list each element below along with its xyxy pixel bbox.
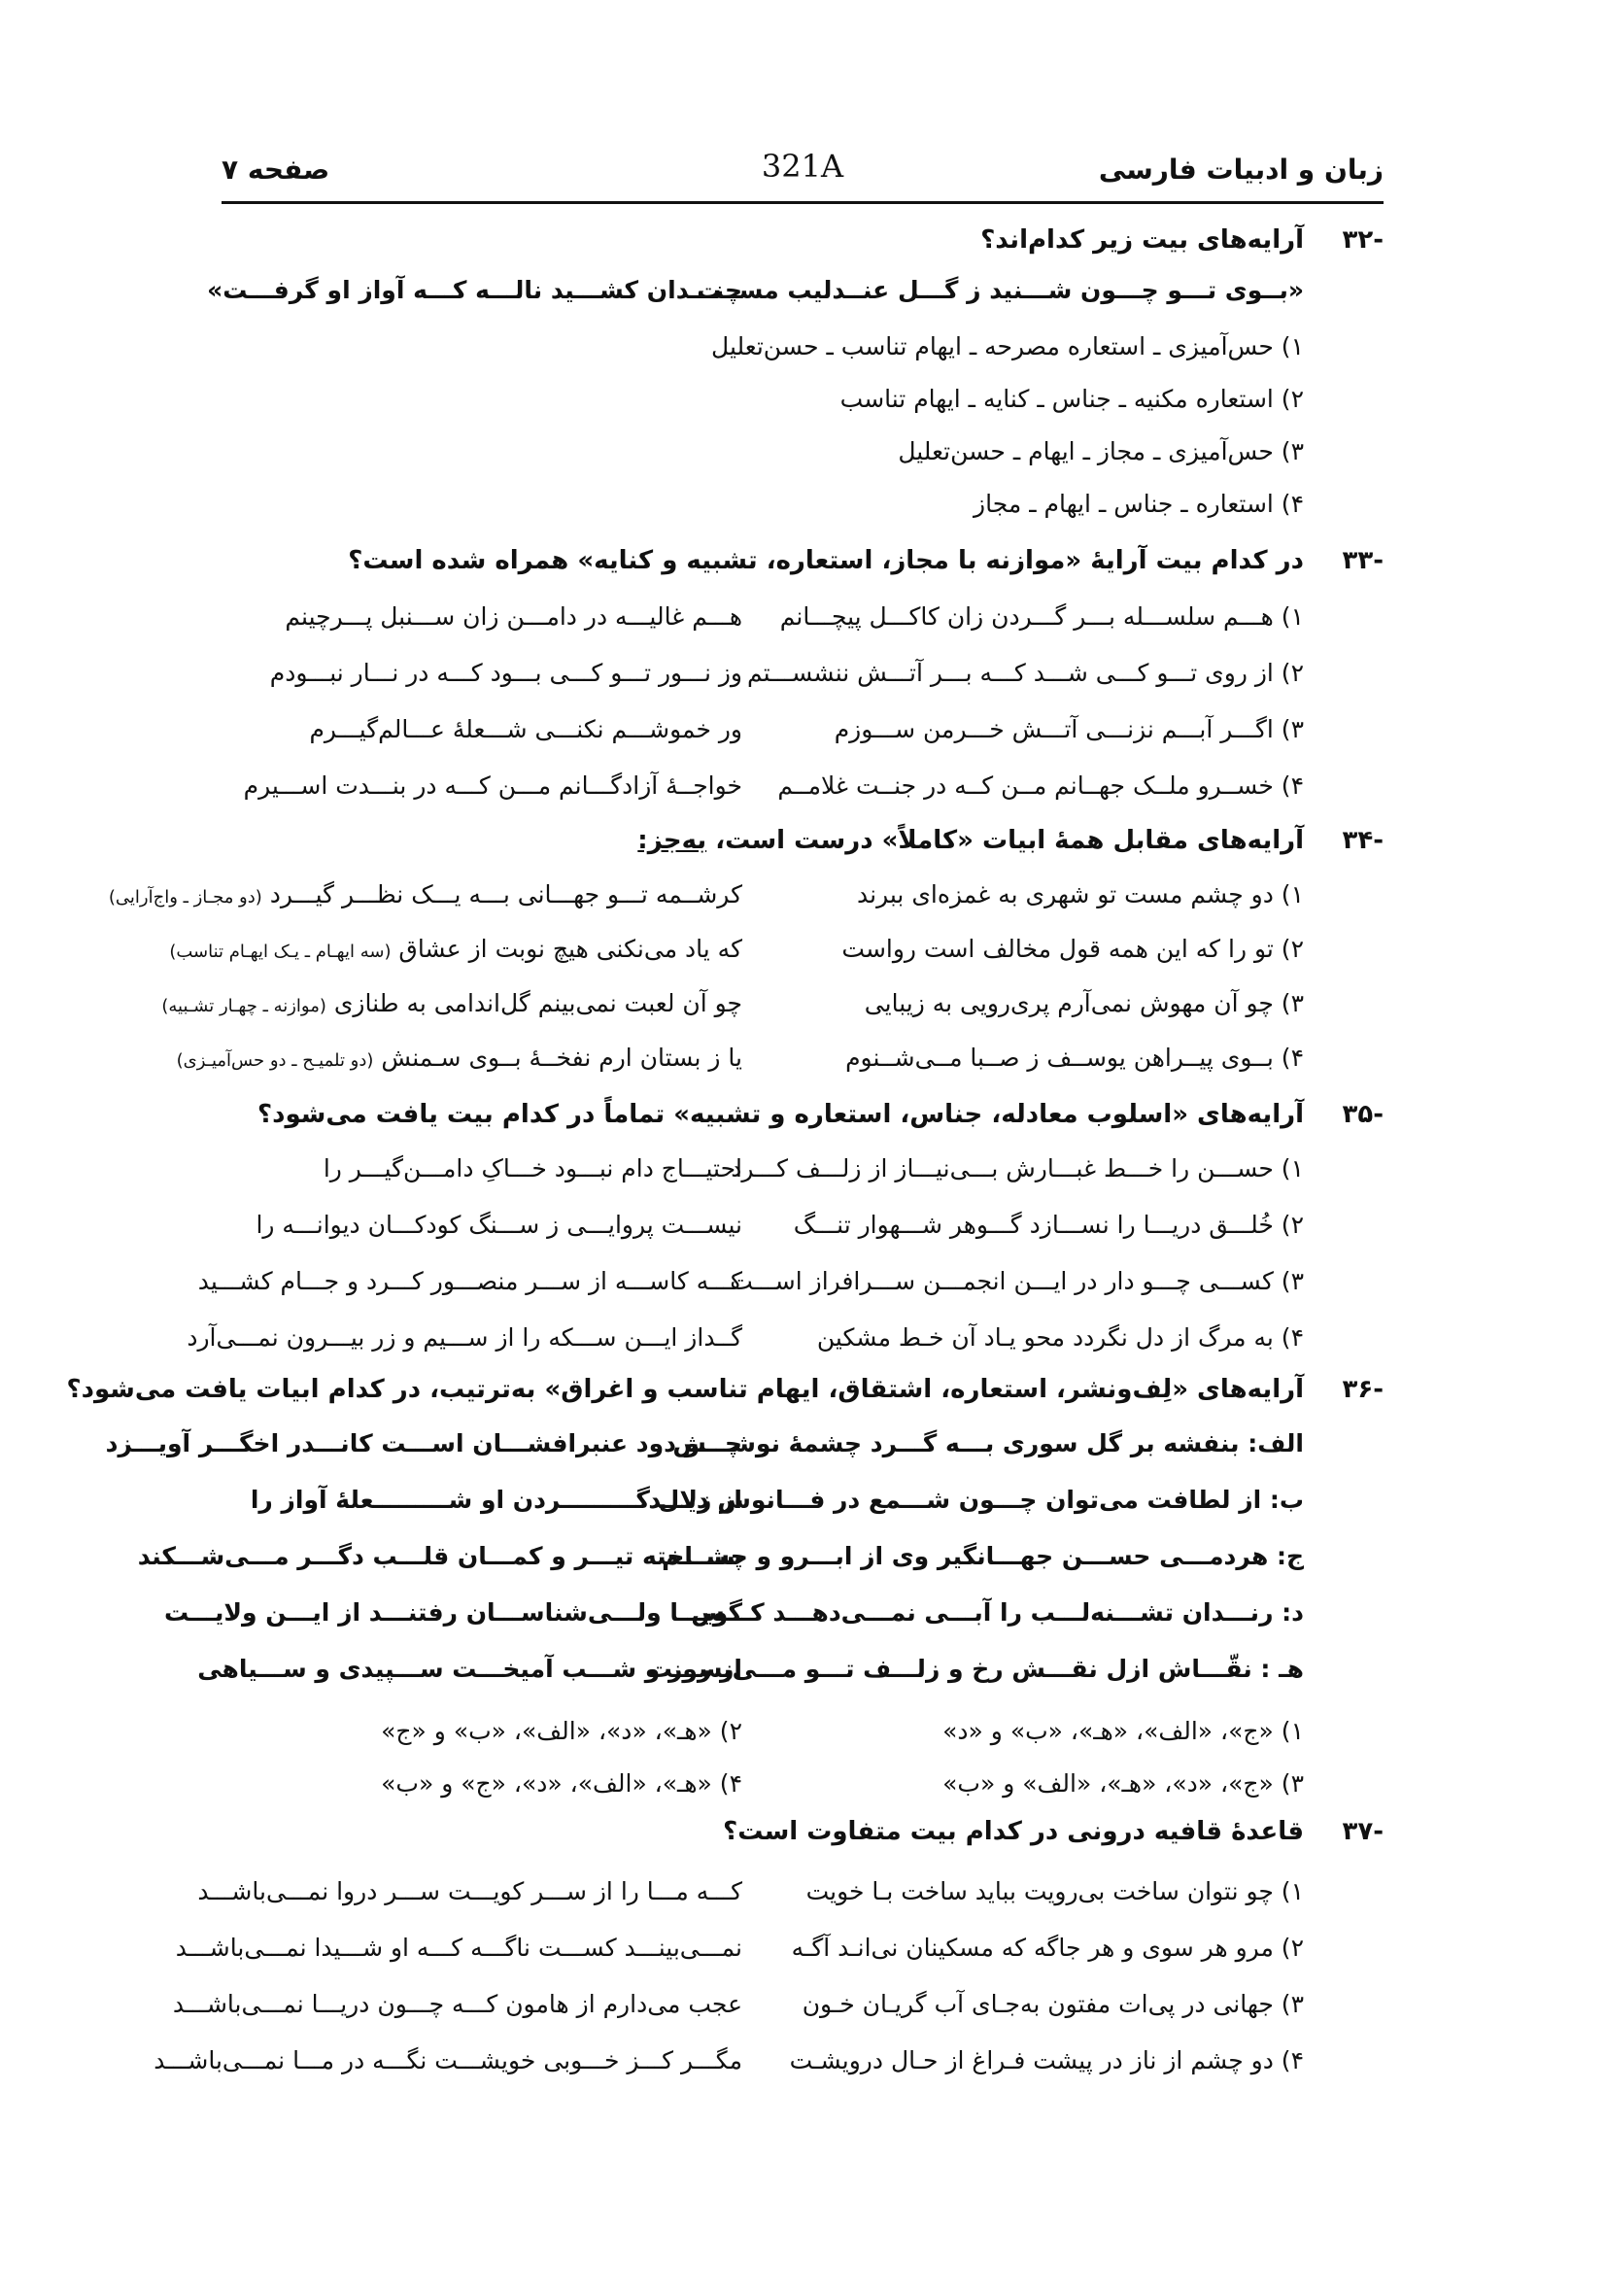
verse-be-second-hemistich: از زلال گـــــــــردن او شـــــــــعلهٔ آواز را [250, 1486, 742, 1514]
verse-hemistich-right: «بــوی تـــو چـــون شـــنید ز گـــل عنــدلیب مســت [697, 276, 1304, 304]
option-1[interactable]: ۱) هـــم سلســـله بـــر گـــردن زان کاکـــل پیچـــانم [779, 602, 1304, 631]
option-4[interactable]: ۴) خســرو ملــک جهــانم مــن کــه در جنــت غلامــم [777, 771, 1304, 800]
device-note: (موازنه ـ چهـار تشـبیه) [161, 996, 326, 1016]
option-2[interactable]: ۲) «هـ»، «د»، «الف»، «ب» و «ج» [381, 1717, 742, 1745]
option-4[interactable]: ۴) دو چشم از ناز در پیشت فـراغ از حـال درویشـت [789, 2046, 1304, 2074]
option-2-second-hemistich [169, 935, 742, 963]
question-text-main: آرایه‌های مقابل همهٔ ابیات «کاملاً» درست است، [715, 826, 1304, 855]
option-3-second-hemistich: کـــه کاســـه از ســـر منصـــور کـــرد و جـــام کشـــید [197, 1267, 742, 1295]
option-2[interactable]: ۲) استعاره مکنیه ـ جناس ـ کنایه ـ ایهام تناسب [839, 385, 1304, 413]
option-1-second-hemistich: هـــم غالیـــه در دامـــن زان ســـنبل پـــرچینم [285, 602, 742, 631]
booklet-code: 321A [761, 148, 844, 185]
option-3[interactable]: ۳) جهانی در پی‌ات مفتون به‌جـای آب گریـان خـون [802, 1990, 1304, 2018]
option-3-second-hemistich [161, 989, 742, 1017]
option-4-second-hemistich: مگـــر کـــز خـــوبی خویشـــت نگـــه در مـــا نمـــی‌باشـــد [154, 2046, 742, 2074]
question-text: قاعدهٔ قافیه درونی در کدام بیت متفاوت است؟ [723, 1817, 1304, 1846]
option-2[interactable]: ۲) خُلـــق دریـــا را نســـازد گـــوهر شـــهوار تنـــگ [793, 1211, 1304, 1239]
option-4-second-hemistich: خواجــهٔ آزادگـــانم مـــن کـــه در بنـــدت اســـیرم [243, 771, 742, 800]
device-note: (دو تلمیـح ـ دو حس‌آمیـزی) [176, 1050, 374, 1071]
option-2-second-hemistich: نیســـت پروایـــی ز ســـنگ کودکـــان دیوانـــه را [256, 1211, 742, 1239]
subject-title: زبان و ادبیات فارسی [1098, 154, 1384, 186]
option-3[interactable]: ۳) کســـی چـــو دار در ایـــن انجمـــن ســـرافراز اســـت [730, 1267, 1304, 1295]
verse-jim-second-hemistich: ســـاخته تیـــر و کمـــان قلـــب دگـــر مـــی‌شـــکند [137, 1542, 742, 1570]
option-1-second-hemistich: کـــه مـــا را از ســـر کویـــت ســـر دروا نمـــی‌باشـــد [197, 1877, 742, 1905]
verse-he: هـ : نقّـــاش ازل نقـــش رخ و زلـــف تـــو مـــی‌بســـت [647, 1655, 1304, 1683]
question-text: آرایه‌های بیت زیر کدام‌اند؟ [980, 225, 1304, 255]
option-1[interactable]: ۱) «ج»، «الف»، «هـ»، «ب» و «د» [942, 1717, 1304, 1745]
hemistich-text: که یاد می‌نکنی هیچ نوبت از عشاق [398, 935, 742, 963]
option-4[interactable]: ۴) استعاره ـ جناس ـ ایهام ـ مجاز [974, 490, 1304, 518]
device-note: (دو مجـاز ـ واج‌آرایی) [108, 887, 262, 908]
verse-alef-second-hemistich: چـــو دود عنبرافشـــان اســـت کانـــدر اخگـــر آویـــزد [105, 1429, 742, 1457]
option-1-second-hemistich [109, 880, 742, 908]
question-number: -۳۵ [1342, 1100, 1384, 1129]
verse-hemistich-left: چنـــدان کشـــید نالـــه کـــه آواز او گرفـــت» [207, 276, 742, 304]
option-3-second-hemistich: ور خموشـــم نکنـــی شـــعلهٔ عـــالم‌گیـــرم [309, 715, 742, 743]
option-1-second-hemistich: احتیـــاج دام نبـــود خـــاکِ دامـــن‌گیـــر را [323, 1154, 742, 1182]
question-number: -۳۷ [1342, 1817, 1384, 1846]
option-2[interactable]: ۲) تو را که این همه قول مخالف است رواست [841, 935, 1304, 963]
question-number: -۳۳ [1342, 546, 1384, 575]
option-1[interactable]: ۱) چو نتوان ساخت بی‌رویت بباید ساخت بـا خویت [805, 1877, 1304, 1905]
question-text: آرایه‌های «لِف‌ونشر، استعاره، اشتقاق، ایهام تناسب و اغراق» به‌ترتیب، در کدام ابیات یافت می‌شود؟ [66, 1375, 1304, 1404]
hemistich-text: یا ز بستان ارم نفخــهٔ بــوی سـمنش [381, 1044, 742, 1072]
question-number: -۳۶ [1342, 1375, 1384, 1404]
option-3[interactable]: ۳) چو آن مهوش نمی‌آرم پری‌رویی به زیبایی [864, 989, 1304, 1017]
option-2-second-hemistich: نمـــی‌بینـــد کســـت ناگـــه کـــه او شـــیدا نمـــی‌باشـــد [175, 1934, 742, 1962]
page-header [222, 146, 1384, 194]
verse-be: ب: از لطافت می‌توان چـــون شـــمع در فـــانوس دیـــد [648, 1486, 1304, 1514]
question-number: -۳۲ [1342, 225, 1384, 255]
verse-alef: الف: بنفشه بر گل سوری بـــه گـــرد چشمهٔ نوشـــش [672, 1429, 1304, 1457]
option-3[interactable]: ۳) اگـــر آبـــم نزنـــی آتـــش خـــرمن ســـوزم [834, 715, 1304, 743]
option-4[interactable]: ۴) بــوی پیــراهن یوســف ز صــبا مــی‌شــنوم [845, 1044, 1304, 1072]
option-1[interactable]: ۱) حس‌آمیزی ـ استعاره مصرحه ـ ایهام تناسب ـ حسن‌تعلیل [711, 332, 1304, 360]
device-note: (سه ایهـام ـ یـک ایهـام تناسب) [169, 942, 392, 962]
question-text [637, 826, 1304, 855]
option-4[interactable]: ۴) «هـ»، «الف»، «د»، «ج» و «ب» [381, 1769, 742, 1798]
option-1[interactable]: ۱) دو چشم مست تو شهری به غمزه‌ای ببرند [857, 880, 1304, 908]
option-2[interactable]: ۲) از روی تـــو کـــی شـــد کـــه بـــر آتـــش ننشســـتم [746, 659, 1304, 687]
verse-jim: ج: هردمـــی حســـن جهـــانگیر وی از ابـــرو و چشـــم [662, 1542, 1304, 1570]
verse-he-second-hemistich: از روز و شـــب آمیخـــت ســـپیدی و ســـیاهی [197, 1655, 742, 1683]
option-4[interactable]: ۴) به مرگ از دل نگردد محو یـاد آن خـط مشکین [816, 1323, 1304, 1352]
option-3[interactable]: ۳) «ج»، «د»، «هـ»، «الف» و «ب» [942, 1769, 1304, 1798]
option-1[interactable]: ۱) حســـن را خـــط غبـــارش بـــی‌نیـــاز از زلـــف کـــرد [731, 1154, 1304, 1182]
header-rule [222, 201, 1384, 204]
question-text: در کدام بیت آرایهٔ «موازنه با مجاز، استعاره، تشبیه و کنایه» همراه شده است؟ [348, 546, 1304, 575]
hemistich-text: کرشــمه تـــو جهـــانی بـــه یـــک نظـــر گیـــرد [269, 880, 742, 908]
option-3[interactable]: ۳) حس‌آمیزی ـ مجاز ـ ایهام ـ حسن‌تعلیل [898, 437, 1304, 465]
option-2-second-hemistich: وز نـــور تـــو کـــی بـــود کـــه در نـــار نبـــودم [269, 659, 742, 687]
option-2[interactable]: ۲) مرو هر سوی و هر جاگه که مسکینان نی‌انـد آگـه [791, 1934, 1304, 1962]
page-number: صفحه ۷ [222, 154, 330, 186]
option-3-second-hemistich: عجب می‌دارم از هامون کـــه چـــون دریـــا نمـــی‌باشـــد [172, 1990, 742, 2018]
option-4-second-hemistich: گــداز ایـــن ســـکه را از ســـیم و زر بیـــرون نمـــی‌آرد [187, 1323, 742, 1352]
verse-dal: د: رنـــدان تشـــنه‌لـــب را آبـــی نمـــی‌دهـــد کـــس [691, 1598, 1304, 1627]
question-number: -۳۴ [1342, 826, 1384, 855]
option-4-second-hemistich [177, 1044, 742, 1072]
verse-dal-second-hemistich: گویـــا ولـــی‌شناســـان رفتنـــد از ایـــن ولایـــت [163, 1598, 742, 1627]
except-word: به‌جز: [637, 826, 707, 855]
question-text: آرایه‌های «اسلوب معادله، جناس، استعاره و تشبیه» تماماً در کدام بیت یافت می‌شود؟ [257, 1100, 1304, 1129]
hemistich-text: چو آن لعبت نمی‌بینم گل‌اندامی به طنازی [333, 989, 742, 1017]
